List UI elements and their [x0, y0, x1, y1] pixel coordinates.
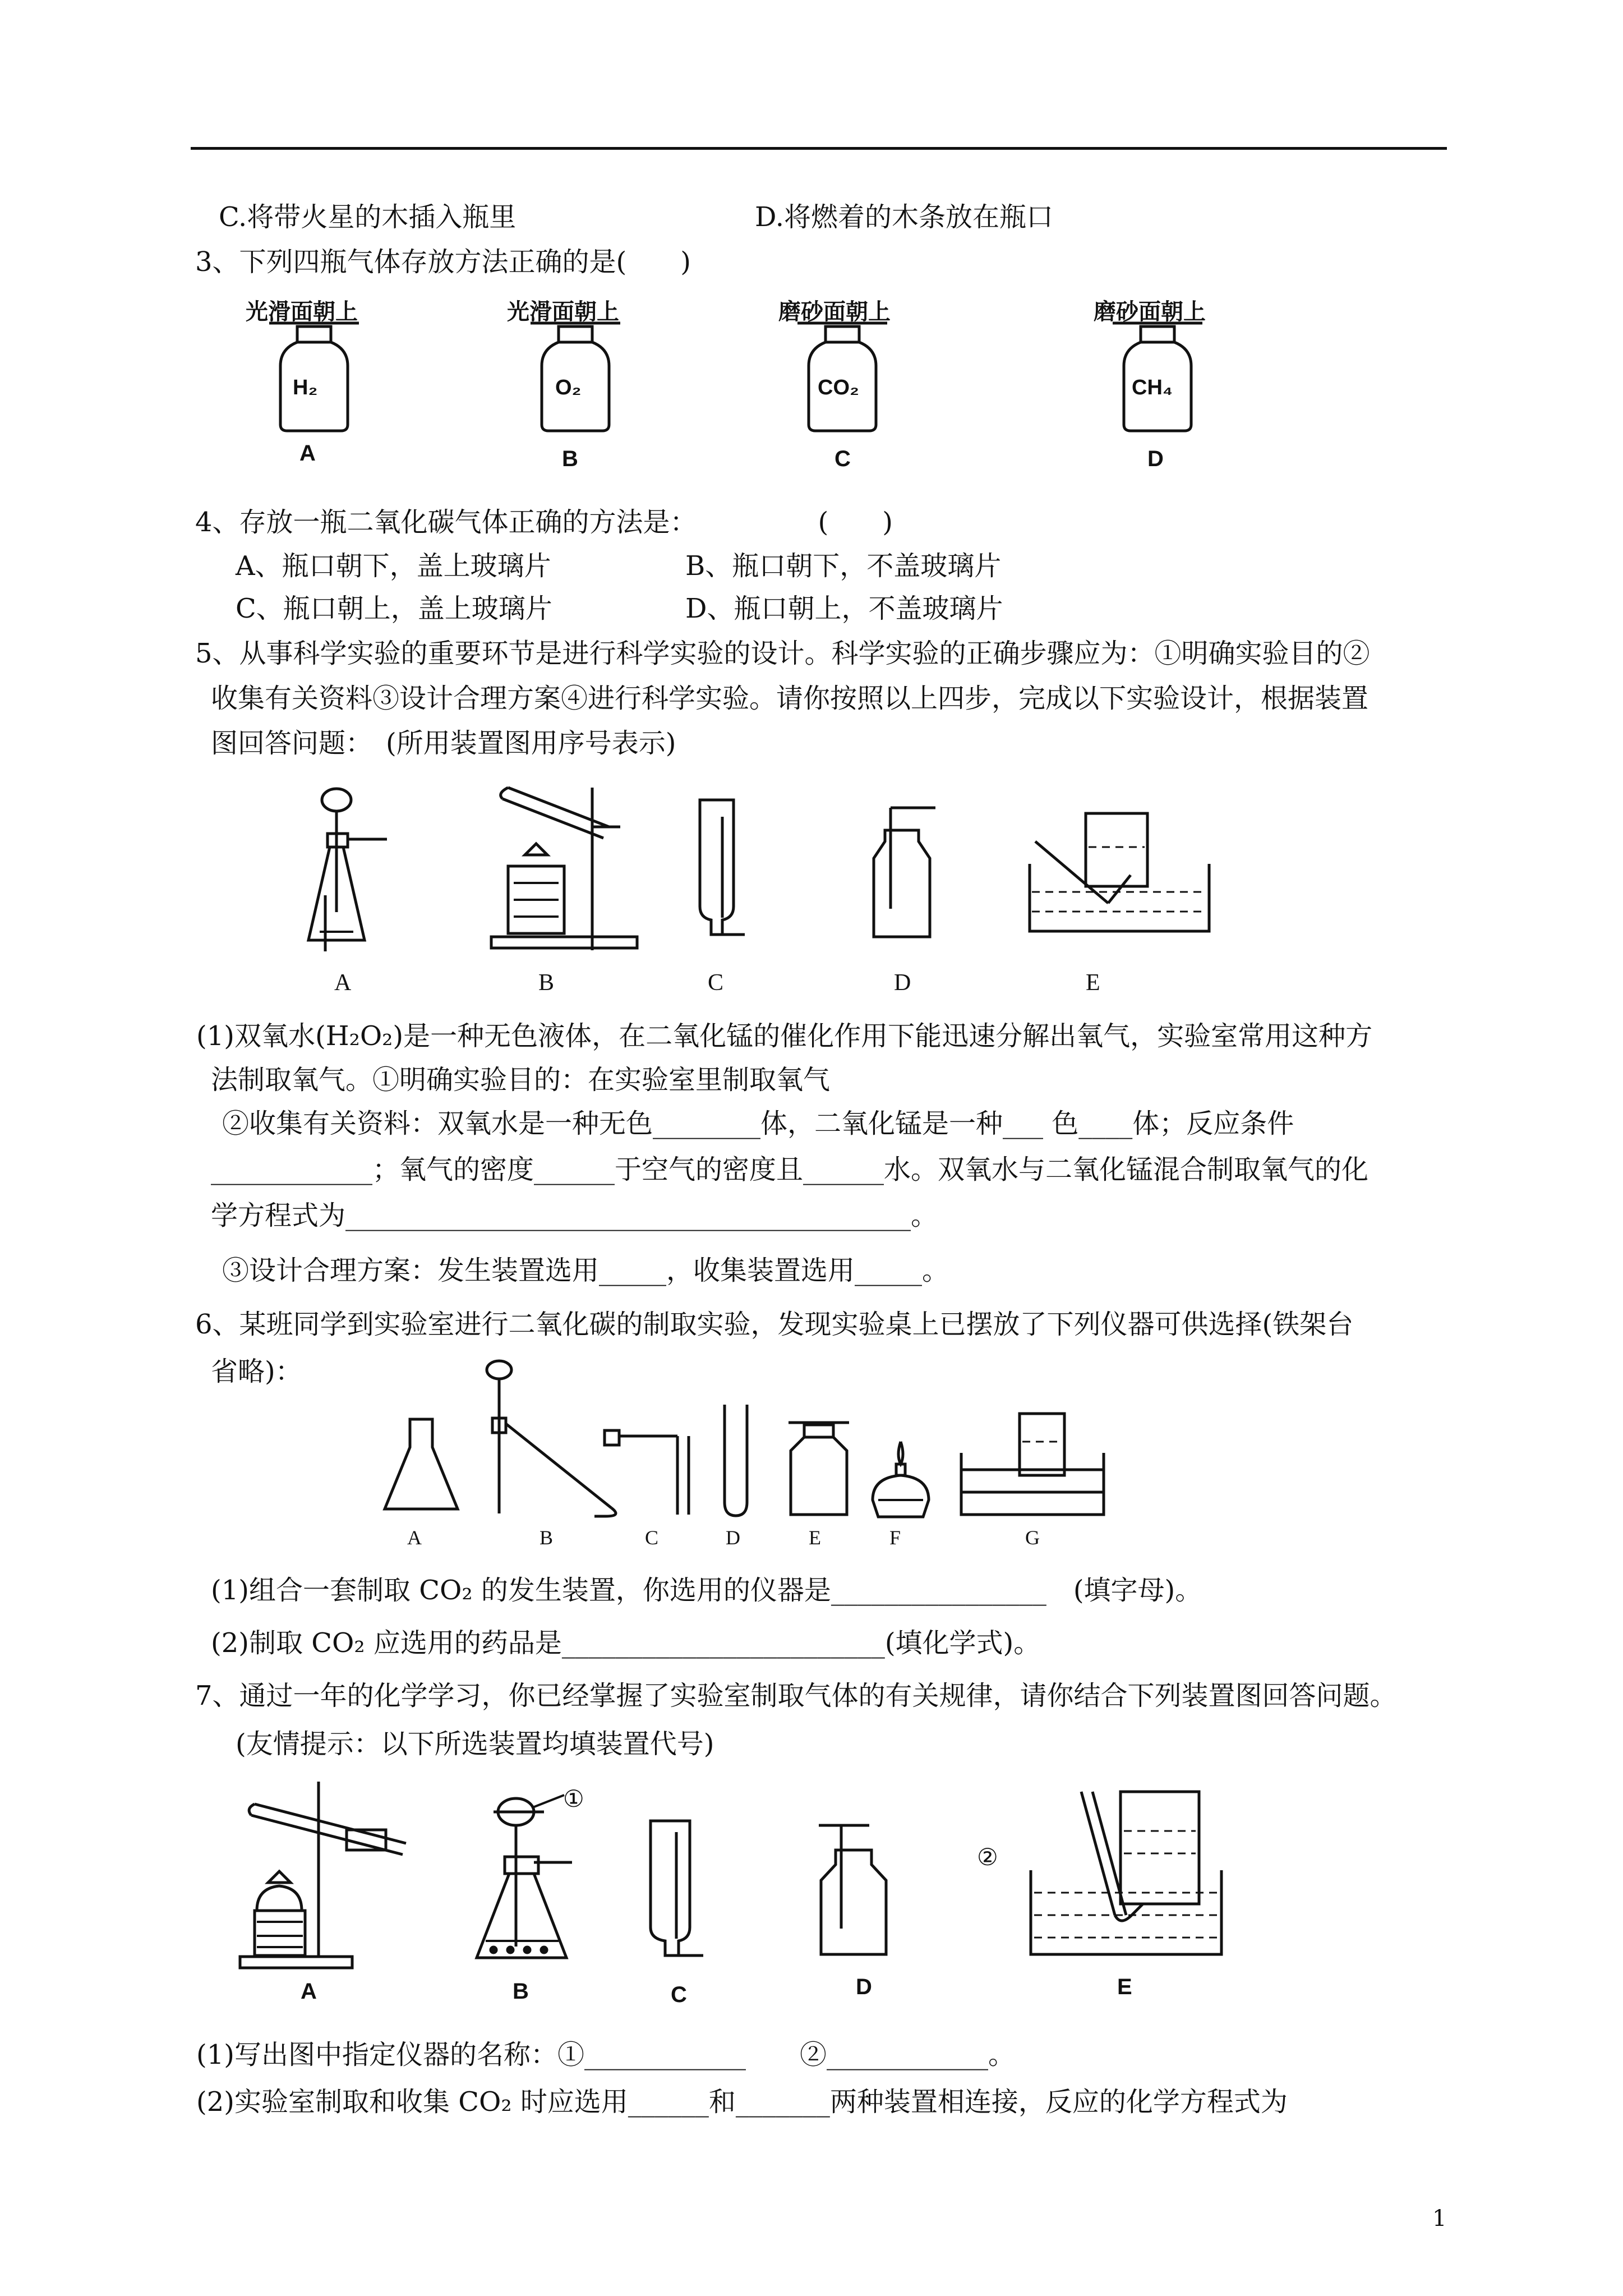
q7-label-a: A [301, 1979, 317, 2004]
q5-part3: ③设计合理方案：发生装置选用_____，收集装置选用_____。 [222, 1255, 949, 1286]
q5-label-e: E [1086, 970, 1100, 996]
q5-apparatus-b [480, 776, 648, 961]
q6-test-tube-icon [719, 1401, 753, 1519]
q6-label-e: E [809, 1526, 821, 1549]
q7-mark-2: ② [977, 1845, 998, 1871]
page-number: 1 [1432, 2206, 1447, 2231]
q6-label-b: B [540, 1526, 554, 1549]
q5-part2-line3: 学方程式为__________________________________________。 [211, 1200, 938, 1231]
q5-label-c: C [708, 970, 724, 996]
q4-option-b: B、瓶口朝下，不盖玻璃片 [685, 550, 1002, 582]
q7-mark-1: ① [563, 1787, 584, 1812]
q5-label-b: B [538, 970, 555, 996]
q5-label-a: A [334, 970, 352, 996]
q5-part2-line1: ②收集有关资料：双氧水是一种无色________体，二氧化锰是一种___ 色____体；反应条件 [222, 1108, 1294, 1139]
q6-label-c: C [645, 1526, 659, 1549]
q5-apparatus-a [303, 783, 393, 957]
q5-apparatus-c [694, 794, 745, 940]
question-7-line2: (友情提示：以下所选装置均填装置代号) [236, 1728, 714, 1760]
q7-part1: (1)写出图中指定仪器的名称：①____________ ②____________。 [196, 2039, 1015, 2070]
q5-apparatus-d [868, 797, 941, 942]
q6-label-g: G [1025, 1526, 1040, 1549]
question-7-line1: 7、通过一年的化学学习，你已经掌握了实验室制取气体的有关规律，请你结合下列装置图回答问题。 [195, 1680, 1397, 1711]
q6-label-f: F [889, 1526, 901, 1549]
q7-apparatus-d [813, 1816, 897, 1962]
question-5-line3: 图回答问题： (所用装置图用序号表示) [211, 728, 676, 759]
q6-part2: (2)制取 CO₂ 应选用的药品是________________________(填化学式)。 [211, 1627, 1041, 1659]
q5-part2-line2: ____________；氧气的密度______于空气的密度且______水。双氧水与二氧化锰混合制取氧气的化 [211, 1154, 1369, 1185]
q7-part2: (2)实验室制取和收集 CO₂ 时应选用______和_______两种装置相连接，反应的化学方程式为 [196, 2086, 1288, 2118]
q7-label-d: D [856, 1975, 872, 1999]
q6-label-d: D [726, 1526, 740, 1549]
bottle-d-gas: CH₄ [1132, 376, 1173, 399]
bottle-d-caption: 磨砂面朝上 [1094, 300, 1206, 324]
q7-apparatus-c [645, 1815, 707, 1961]
bottle-b-gas: O₂ [555, 376, 582, 399]
bottle-a-letter: A [299, 441, 316, 466]
bottle-c-caption: 磨砂面朝上 [778, 300, 891, 324]
q6-label-a: A [407, 1526, 422, 1549]
q4-option-d: D、瓶口朝上，不盖玻璃片 [685, 593, 1003, 624]
bottle-b-letter: B [562, 447, 578, 471]
q7-label-b: B [513, 1979, 529, 2004]
bottle-c-letter: C [834, 447, 851, 471]
q5-label-d: D [894, 970, 911, 996]
q5-part1-line2: 法制取氧气。①明确实验目的：在实验室里制取氧气 [211, 1064, 831, 1096]
bottle-d-letter: D [1147, 447, 1164, 471]
question-5-line1: 5、从事科学实验的重要环节是进行科学实验的设计。科学实验的正确步骤应为：①明确实验目的② [195, 638, 1370, 669]
q7-apparatus-e [1020, 1780, 1233, 1966]
question-4: 4、存放一瓶二氧化碳气体正确的方法是： ( ) [195, 507, 893, 538]
question-3: 3、下列四瓶气体存放方法正确的是( ) [195, 246, 691, 278]
q5-part1-line1: (1)双氧水(H₂O₂)是一种无色液体，在二氧化锰的催化作用下能迅速分解出氧气，实验室常用这种方 [196, 1020, 1373, 1052]
q5-apparatus-e [1024, 808, 1226, 937]
q6-bent-tube-icon [599, 1414, 694, 1520]
option-d-text: D.将燃着的木条放在瓶口 [755, 201, 1054, 233]
q6-bottle-icon [785, 1419, 852, 1520]
bottle-b-caption: 光滑面朝上 [507, 300, 619, 324]
question-6-line1: 6、某班同学到实验室进行二氧化碳的制取实验，发现实验桌上已摆放了下列仪器可供选择(铁架台 [195, 1309, 1354, 1340]
q4-option-c: C、瓶口朝上，盖上玻璃片 [236, 593, 552, 624]
q6-lamp-icon [867, 1438, 940, 1522]
q7-label-c: C [671, 1982, 687, 2007]
bottle-a-caption: 光滑面朝上 [246, 300, 358, 324]
q6-part1: (1)组合一套制取 CO₂ 的发生装置，你选用的仪器是________________ (填字母)。 [211, 1575, 1202, 1606]
q6-flask-icon [379, 1414, 463, 1515]
q4-option-a: A、瓶口朝下，盖上玻璃片 [236, 550, 551, 582]
bottle-a-gas: H₂ [293, 376, 318, 399]
q6-trough-icon [958, 1408, 1109, 1520]
q7-label-e: E [1117, 1975, 1132, 1999]
question-6-line2: 省略)： [211, 1356, 302, 1387]
header-rule [191, 147, 1447, 150]
q7-apparatus-a [234, 1776, 414, 1972]
option-c-text: C.将带火星的木插入瓶里 [219, 201, 517, 233]
question-5-line2: 收集有关资料③设计合理方案④进行科学实验。请你按照以上四步，完成以下实验设计，根据装置 [211, 683, 1369, 714]
bottle-c-gas: CO₂ [818, 376, 859, 399]
